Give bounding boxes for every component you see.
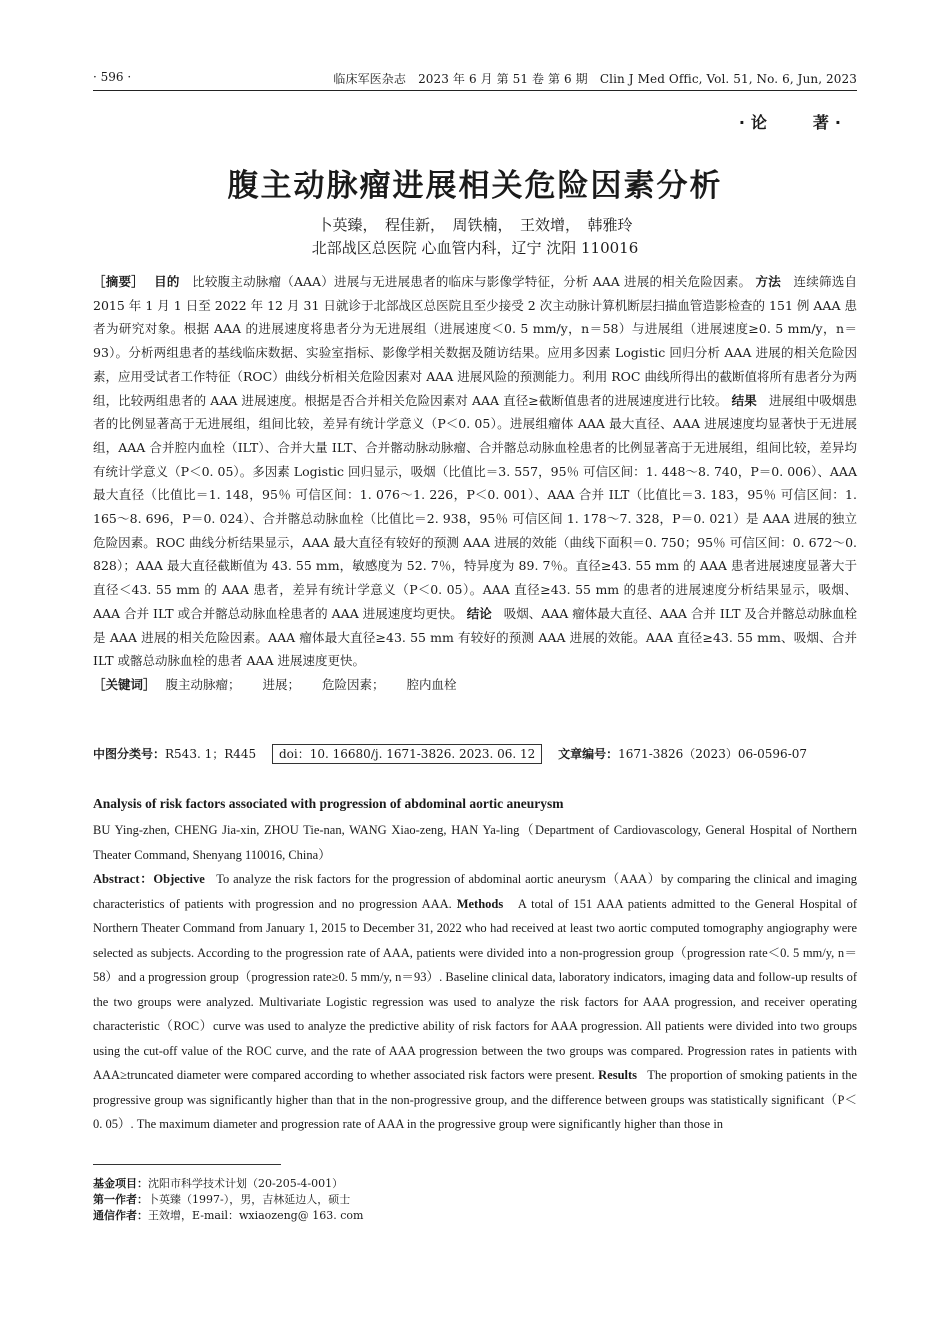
purpose-text: 比较腹主动脉瘤（AAA）进展与无进展患者的临床与影像学特征，分析 AAA 进展的相关危险因素。 [192,274,752,289]
classification-line [93,743,857,765]
conclusion-label: 结论 [466,605,492,621]
keyword-item: 进展； [262,676,301,692]
en-methods-text: A total of 151 AAA patients admitted to the General Hospital of Northern Theater Command from January 1, 2015 to December 31, 2022 who had received at least two aortic computed tomography angiography were selected as subjects. According to the progression rate of AAA, patients were divided into a non-progression group（progression rate＜0. 5 mm/y, n＝58）and a progression group（progression rate≥0. 5 mm/y, n＝93）. Baseline clinical data, laboratory indicators, imaging data and follow-up results of the two groups were analyzed. Multivariate Logistic regression was used to analyze the risk factors for AAA progression, and receiver operating characteristic（ROC）curve was used to analyze the predictive ability of risk factors for AAA progression. All patients were divided into two groups using the cut-off value of the ROC curve, and the rate of AAA progression between the two groups was compared. Progression rates in patients with AAA≥truncated diameter were compared according to whether associated risk factors were present. [93,896,858,1082]
corresponding-text[interactable]: 王效增，E-mail：wxiaozeng@ 163. com [148,1209,364,1222]
results-text: 进展组中吸烟患者的比例显著高于无进展组，组间比较，差异有统计学意义（P＜0. 05）。进展组瘤体 AAA 最大直径、AAA 进展速度均显著快于无进展组，AAA 合并腔内血栓（ILT）、合并大量 ILT、合并髂动脉动脉瘤、合并髂总动脉血栓患者的比例显著高于无进展组，组间比较，差异均有统计学意义（P＜0. 05）。多因素 Logistic 回归显示，吸烟（比值比＝3. 557，95％ 可信区间：1. 448～8. 740，P＝0. 006）、AAA 最大直径（比值比＝1. 148，95％ 可信区间：1. 076～1. 226，P＜0. 001）、AAA 合并 ILT（比值比＝3. 183，95％ 可信区间：1. 165～8. 696，P＝0. 024）、合并髂总动脉血栓（比值比＝2. 938，95％ 可信区间 1. 178～7. 328，P＝0. 021）是 AAA 进展的独立危险因素。ROC 曲线分析结果显示，AAA 最大直径有较好的预测 AAA 进展的效能（曲线下面积＝0. 750；95％ 可信区间：0. 672～0. 828）；AAA 最大直径截断值为 43. 55 mm，敏感度为 52. 7％，特异度为 89. 7％。直径≥43. 55 mm 的 AAA 患者进展速度显著大于直径＜43. 55 mm 的 AAA 患者，差异有统计学意义（P＜0. 05）。AAA 直径≥43. 55 mm 的患者的进展速度分析结果显示，吸烟、AAA 合并 ILT 或合并髂总动脉血栓患者的 AAA 进展速度均更快。 [93,392,857,621]
purpose-label: 目的 [154,274,180,289]
column-char-2: 著 [812,113,829,132]
footnotes [93,1176,363,1224]
clc-label: 中图分类号： [93,747,166,761]
english-abstract [93,867,857,1137]
corresponding-label: 通信作者： [93,1209,148,1222]
doi-box[interactable]: doi：10. 16680/j. 1671-3826. 2023. 06. 12 [272,744,542,764]
en-methods-label: Methods [456,896,504,911]
footnote-divider [93,1164,281,1165]
author-affiliation: 北部战区总医院 心血管内科，辽宁 沈阳 110016 [311,239,639,257]
methods-text: 连续筛选自 2015 年 1 月 1 日至 2022 年 12 月 31 日就诊于北部战区总医院且至少接受 2 次主动脉计算机断层扫描血管造影检查的 151 例 AAA 患者为研究对象。根据 AAA 的进展速度将患者分为无进展组（进展速度＜0. 5 mm/y，n＝58）与进展组（进展速度≥0. 5 mm/y，n＝93）。分析两组患者的基线临床数据、实验室指标、影像学相关数据及随访结果。应用多因素 Logistic 回归分析 AAA 进展的相关危险因素，应用受试者工作特征（ROC）曲线分析相关危险因素对 AAA 进展风险的预测能力。利用 ROC 曲线所得出的截断值将所有患者分为两组，比较两组患者的 AAA 进展速度。根据是否合并相关危险因素对 AAA 直径≥截断值患者的进展速度进行比较。 [93,274,857,408]
en-abstract-label: Abstract： [93,872,154,886]
results-label: 结果 [731,392,757,408]
keyword-item: 腹主动脉瘤； [165,676,241,692]
en-results-text: The proportion of smoking patients in the progressive group was significantly higher than that in the non-progressive group, and the difference between groups was statistically significant（P＜0. 05）. The maximum diameter and progression rate of AAA in the progressive group were significantly higher than those in [93,1068,858,1131]
keywords-line [93,673,857,697]
methods-label: 方法 [755,274,781,289]
keyword-item: 腔内血栓 [406,676,457,692]
english-abstract-block [93,796,857,1137]
en-objective-text: To analyze the risk factors for the progression of abdominal aortic aneurysm（AAA）by comparing the clinical and imaging characteristics of patients with progression and no progression AAA. [93,872,858,911]
english-title: Analysis of risk factors associated with progression of abdominal aortic aneurysm [93,796,564,811]
fund-label: 基金项目： [93,1177,148,1190]
journal-citation: 临床军医杂志 2023 年 6 月 第 51 卷 第 6 期 Clin J Med Offic, Vol. 51, No. 6, Jun, 2023 [333,72,857,86]
column-char-1: 论 [750,113,767,132]
en-results-label: Results [598,1068,638,1082]
english-authors: BU Ying-zhen, CHENG Jia-xin, ZHOU Tie-nan, WANG Xiao-zeng, HAN Ya-ling（Department of Cardiovascology, General Hospital of Northern Theater Command, Shenyang 110016, China） [93,823,857,862]
fund-text: 沈阳市科学技术计划（20-205-4-001） [148,1177,344,1190]
first-author-text: 卜英臻（1997-），男，吉林延边人，硕士 [148,1193,351,1206]
abstract-label: ［摘要］ [93,274,144,289]
column-tag [733,110,847,133]
article-number-value: 1671-3826（2023）06-0596-07 [618,747,808,761]
article-number-label: 文章编号： [558,747,619,761]
keyword-item: 危险因素； [322,676,385,692]
chinese-abstract [93,270,857,697]
column-dot-right: · [834,113,841,132]
conclusion-text: 吸烟、AAA 瘤体最大直径、AAA 合并 ILT 及合并髂总动脉血栓是 AAA 进展的相关危险因素。AAA 瘤体最大直径≥43. 55 mm 有较好的预测 AAA 进展的效能。AAA 直径≥43. 55 mm、吸烟、合并 ILT 或髂总动脉血栓的患者 AAA 进展速度更快。 [93,605,857,669]
clc-value: R543. 1；R445 [165,747,257,761]
en-objective-label: Objective [153,872,205,886]
article-title: 腹主动脉瘤进展相关危险因素分析 [227,168,723,204]
column-dot-left: · [738,113,745,132]
first-author-label: 第一作者： [93,1193,148,1206]
running-header [93,68,857,91]
page-number: · 596 · [93,70,132,84]
author-list: 卜英臻， 程佳新， 周铁楠， 王效增， 韩雅玲 [317,216,633,234]
keywords-label: ［关键词］ [93,676,156,692]
